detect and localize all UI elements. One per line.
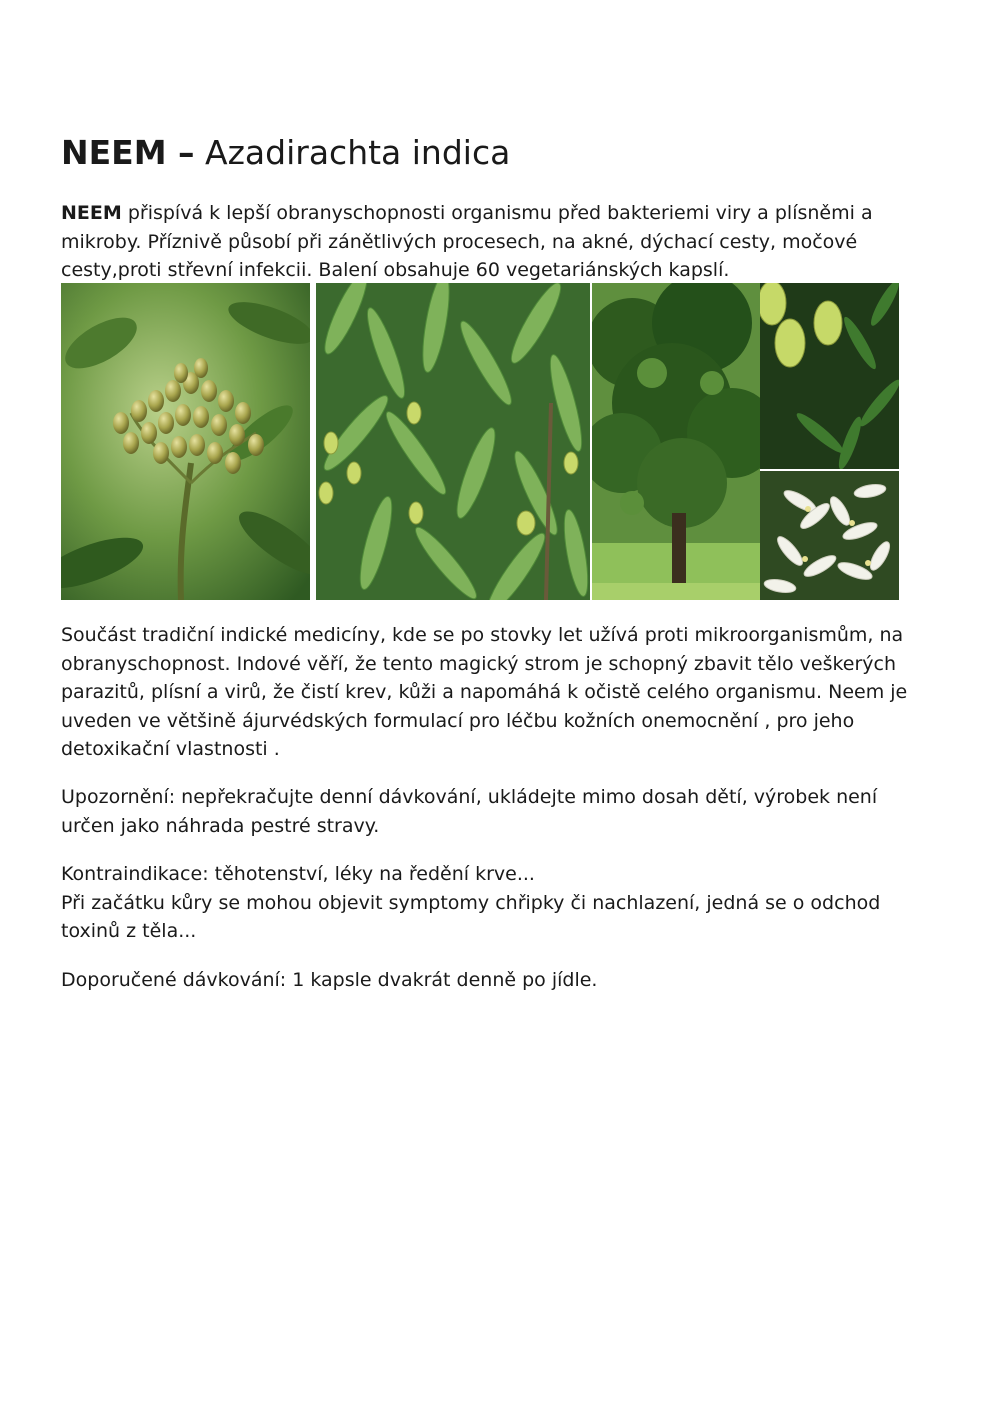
tradition-paragraph: Součást tradiční indické medicíny, kde se po stovky let užívá proti mikroorganismům, na obranyschopnost. Indové věří, že tento magický strom je schopný zbavit tělo veškerých parazitů, plísní a virů, že čistí krev, kůži a napomáhá k očistě celého organismu. Neem je uveden ve většině ájurvédských formulací pro léčbu kožních onemocnění , pro jeho detoxikační vlastnosti . — [61, 624, 908, 760]
dosage-paragraph: Doporučené dávkování: 1 kapsle dvakrát denně po jídle. — [61, 969, 598, 991]
photo-fruit-cluster — [61, 283, 310, 600]
warning-paragraph: Upozornění: nepřekračujte denní dávkování, ukládejte mimo dosah dětí, výrobek není určen jako náhrada pestré stravy. — [61, 786, 878, 837]
photo-fruits-closeup — [760, 283, 899, 469]
page-title — [61, 130, 510, 176]
intro-bold: NEEM — [61, 202, 122, 224]
contraindication-line: Kontraindikace: těhotenství, léky na ředění krve... — [61, 863, 535, 885]
neem-photo-strip — [61, 283, 899, 600]
intro-paragraph — [61, 199, 911, 285]
photo-tree — [592, 283, 760, 600]
contraindication-paragraph — [61, 860, 911, 946]
intro-text: přispívá k lepší obranyschopnosti organismu před bakteriemi viry a plísněmi a mikroby. Příznivě působí při zánětlivých procesech, na akné, dýchací cesty, močové cesty,proti střevní infekcii. Balení obsahuje 60 vegetariánských kapslí. — [61, 202, 873, 281]
photo-leaves-fruits — [316, 283, 590, 600]
detox-note-line: Při začátku kůry se mohou objevit symptomy chřipky či nachlazení, jedná se o odchod toxinů z těla... — [61, 891, 881, 942]
title-bold: NEEM – — [61, 133, 195, 172]
title-rest: Azadirachta indica — [194, 133, 511, 172]
photo-flowers — [760, 471, 899, 600]
